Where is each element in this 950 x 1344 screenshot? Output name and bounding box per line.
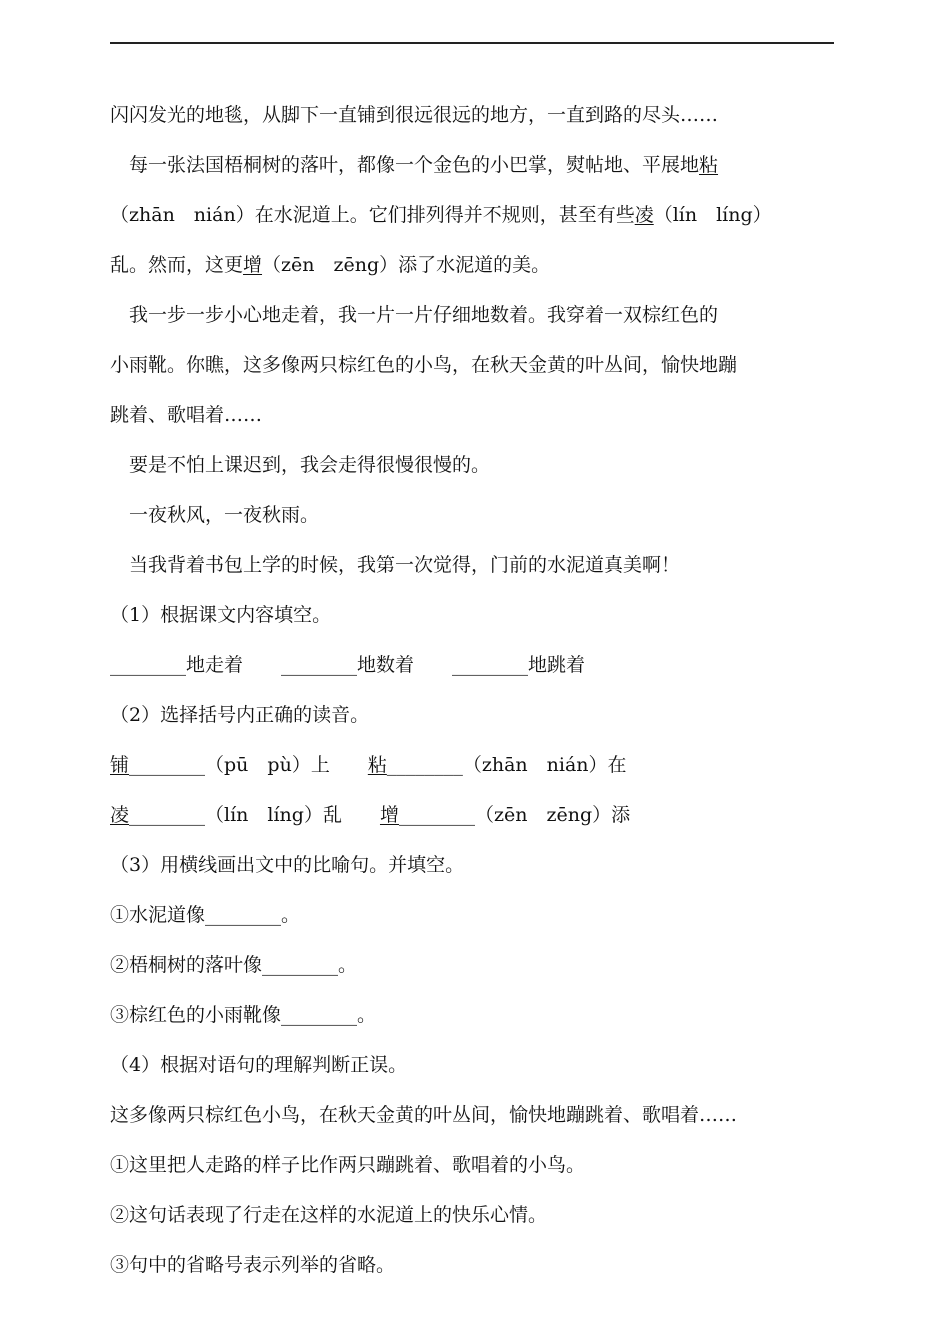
passage-line-3: （zhān nián）在水泥道上。它们排列得并不规则，甚至有些凌（lín líng）: [110, 204, 772, 226]
passage-line-7: 跳着、歌唱着……: [110, 404, 263, 426]
question-4-title: （4）根据对语句的理解判断正误。: [110, 1054, 408, 1076]
question-2-title: （2）选择括号内正确的读音。: [110, 704, 370, 726]
passage-line-10: 当我背着书包上学的时候，我第一次觉得，门前的水泥道真美啊！: [110, 554, 681, 576]
passage-line-2: 每一张法国梧桐树的落叶，都像一个金色的小巴掌，熨帖地、平展地粘: [110, 154, 719, 176]
question-4-item-1: ①这里把人走路的样子比作两只蹦跳着、歌唱着的小鸟。: [110, 1154, 586, 1176]
question-2-row-1: 铺________（pū pù）上 粘________（zhān nián）在: [110, 754, 627, 776]
question-3-item-3: ③棕红色的小雨靴像________。: [110, 1004, 377, 1026]
question-4-item-3: ③句中的省略号表示列举的省略。: [110, 1254, 396, 1276]
question-3-item-1: ①水泥道像________。: [110, 904, 301, 926]
question-1-blanks: ________地走着 ________地数着 ________地跳着: [110, 654, 586, 676]
underlined-char: 粘: [699, 154, 719, 176]
question-4-quote: 这多像两只棕红色小鸟，在秋天金黄的叶丛间，愉快地蹦跳着、歌唱着……: [110, 1104, 738, 1126]
question-4-item-2: ②这句话表现了行走在这样的水泥道上的快乐心情。: [110, 1204, 548, 1226]
passage-line-1: 闪闪发光的地毯，从脚下一直铺到很远很远的地方，一直到路的尽头……: [110, 104, 719, 126]
question-3-title: （3）用横线画出文中的比喻句。并填空。: [110, 854, 465, 876]
passage-line-9: 一夜秋风，一夜秋雨。: [110, 504, 320, 526]
header-rule: [110, 42, 834, 44]
passage-line-4: 乱。然而，这更增（zēn zēng）添了水泥道的美。: [110, 254, 551, 276]
question-3-item-2: ②梧桐树的落叶像________。: [110, 954, 358, 976]
underlined-char: 增: [243, 254, 263, 276]
passage-line-5: 我一步一步小心地走着，我一片一片仔细地数着。我穿着一双棕红色的: [110, 304, 719, 326]
passage-line-8: 要是不怕上课迟到，我会走得很慢很慢的。: [110, 454, 491, 476]
underlined-char: 凌: [634, 204, 654, 226]
question-1-title: （1）根据课文内容填空。: [110, 604, 332, 626]
question-2-row-2: 凌________（lín líng）乱 增________（zēn zēng）添: [110, 804, 631, 826]
passage-line-6: 小雨靴。你瞧，这多像两只棕红色的小鸟，在秋天金黄的叶丛间，愉快地蹦: [110, 354, 738, 376]
